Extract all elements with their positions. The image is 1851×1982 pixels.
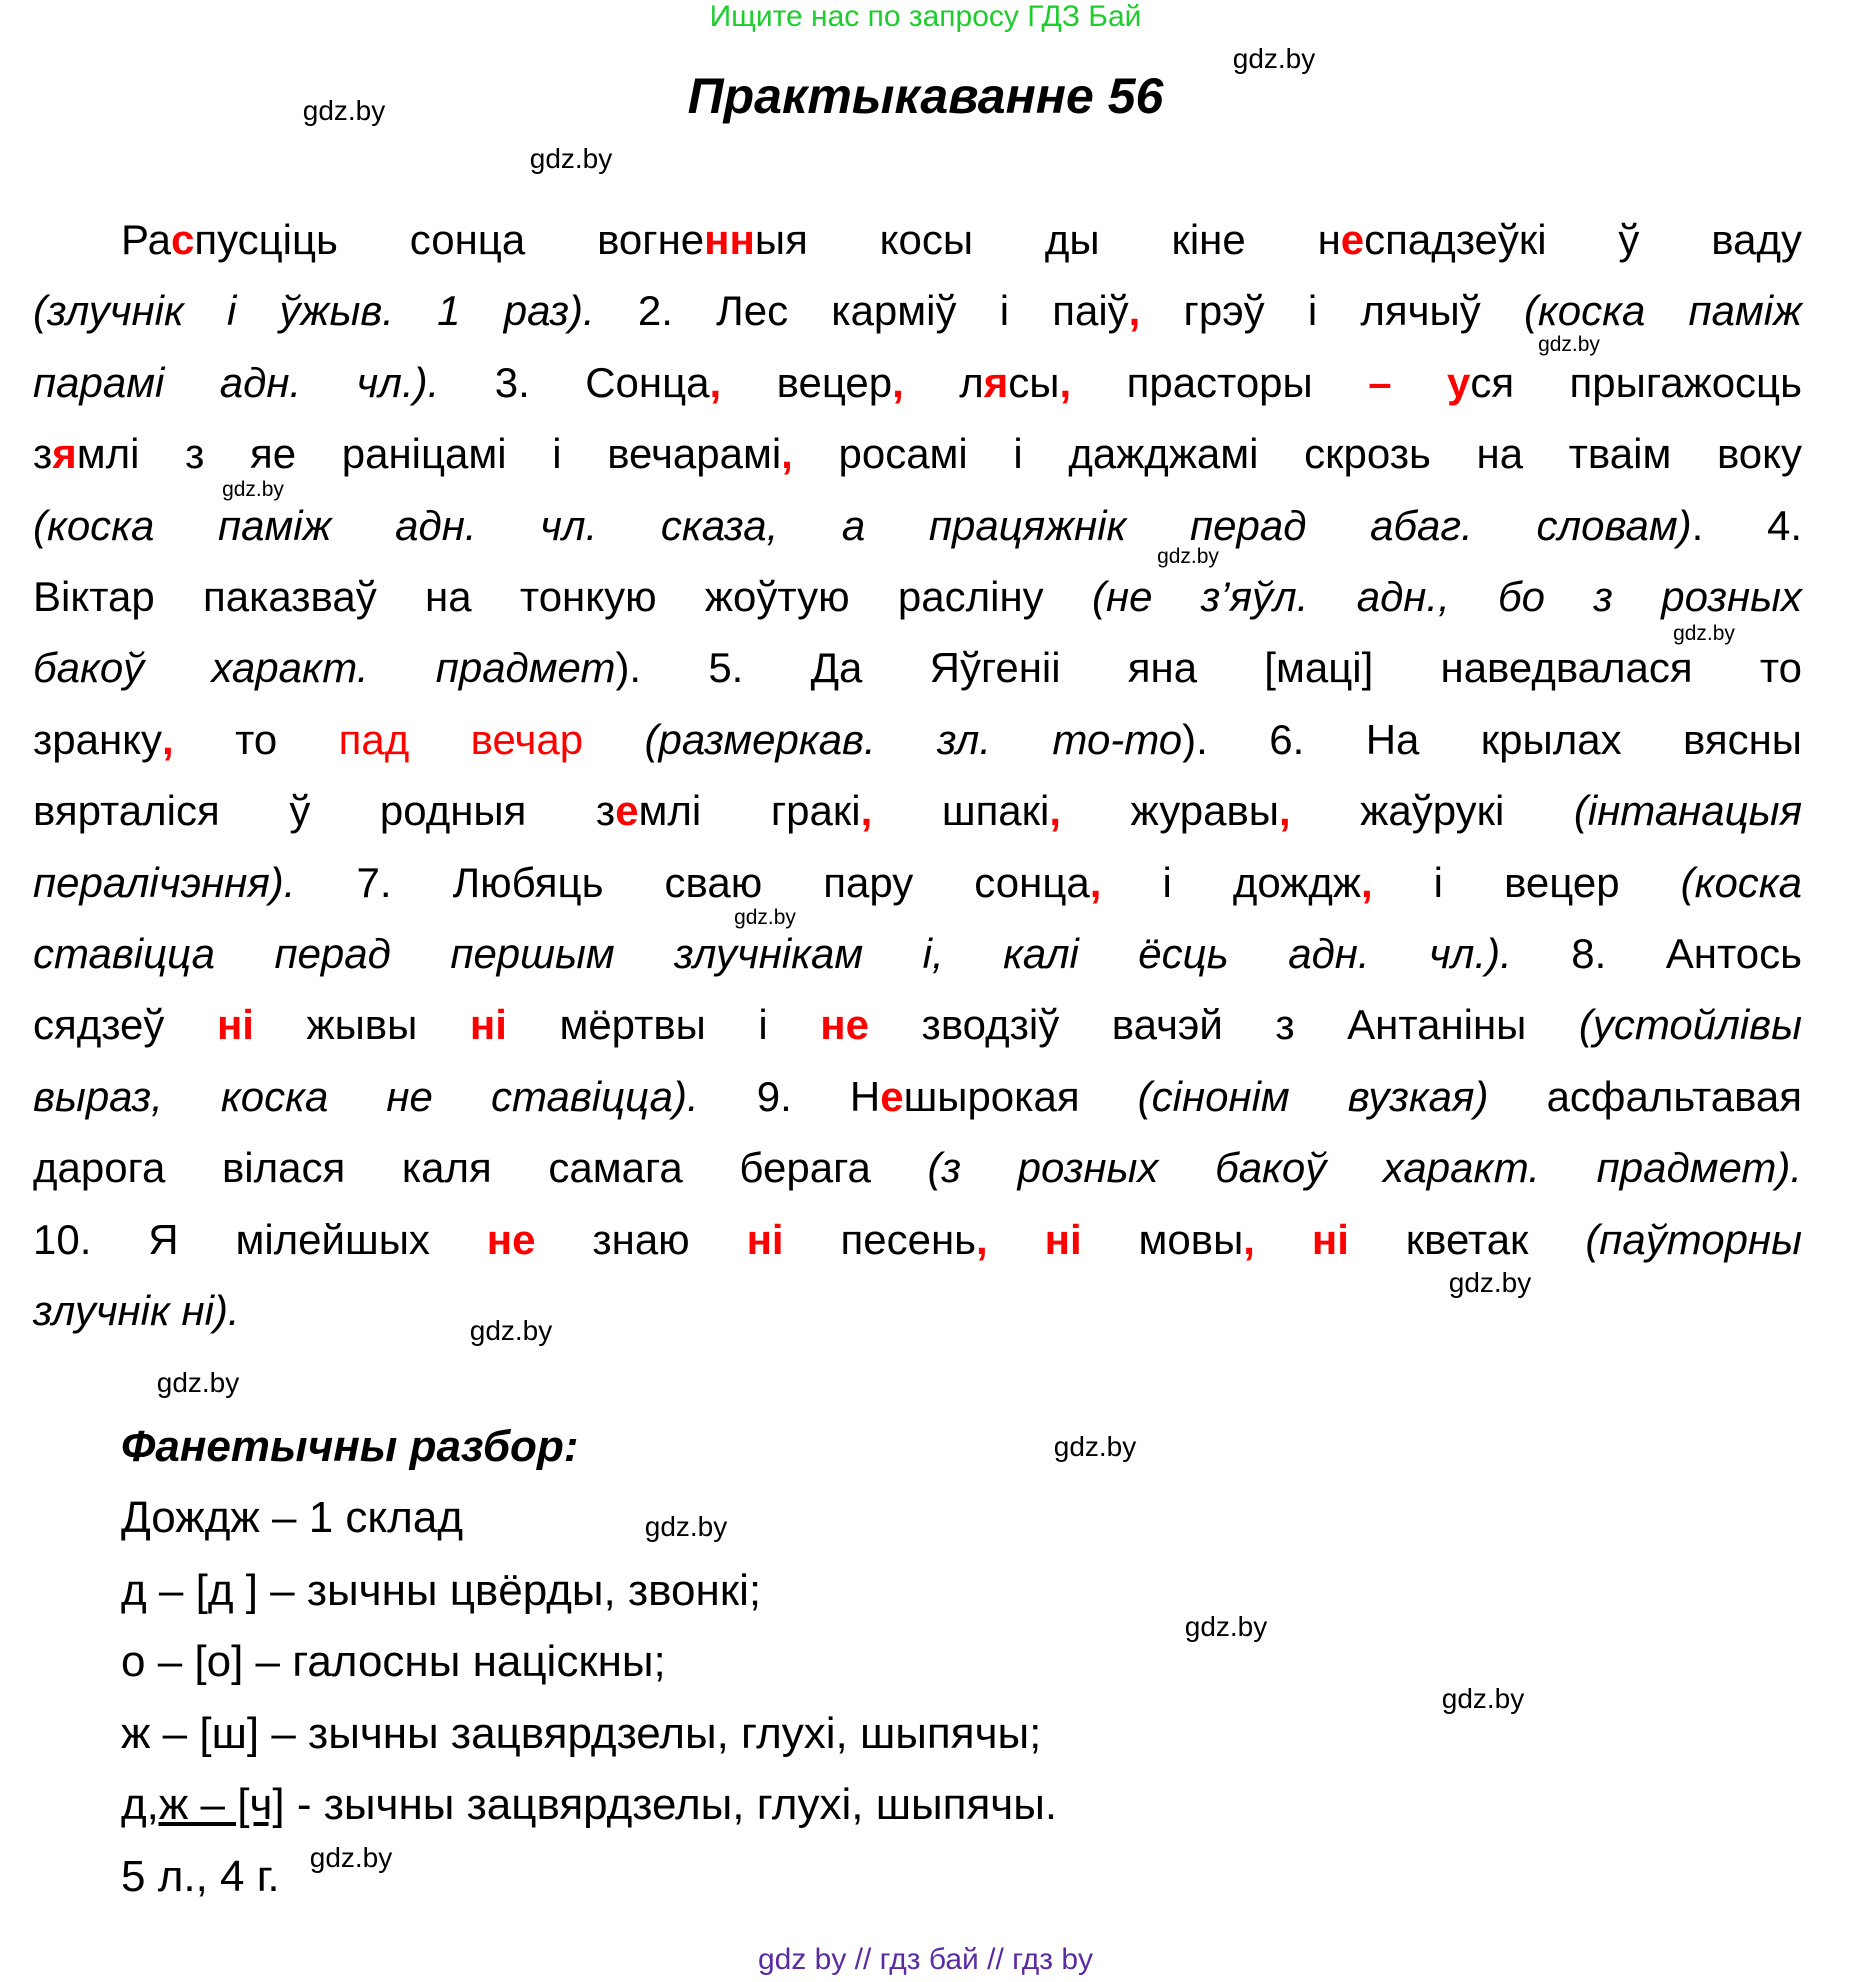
text-line	[33, 704, 1802, 776]
phonetic-row	[121, 1698, 1041, 1770]
text-run	[988, 1216, 1045, 1263]
text-run: прасторы	[1071, 359, 1369, 406]
watermark: gdz.by	[644, 1511, 728, 1542]
highlight-run: не	[820, 1001, 870, 1048]
text-run: зранку	[33, 716, 163, 763]
highlight-run: ,	[976, 1216, 988, 1263]
highlight-run: ні	[1311, 1216, 1349, 1263]
watermark: gdz.by	[1441, 1683, 1525, 1714]
comment-run: (устойлівы	[1578, 1001, 1802, 1048]
text-run: ). 6. На крылах вясны	[1182, 716, 1802, 763]
text-line	[33, 775, 1802, 847]
text-run: 9. Н	[698, 1073, 881, 1120]
text-run: спадзеўкі ў ваду	[1364, 216, 1802, 263]
watermark: gdz.by	[1232, 43, 1316, 74]
comment-run: (інтанацыя	[1573, 787, 1803, 834]
highlight-run: я	[52, 430, 77, 477]
search-banner: Ищите нас по запросу ГДЗ Бай	[709, 0, 1142, 33]
text-run: сядзеў	[33, 1001, 217, 1048]
watermark: gdz.by	[1448, 1267, 1532, 1298]
text-run: ыя косы ды кіне н	[754, 216, 1341, 263]
text-line	[33, 918, 1802, 990]
text-run: шпакі	[872, 787, 1050, 834]
text-run: шырокая	[903, 1073, 1138, 1120]
highlight-run: ,	[781, 430, 793, 477]
highlight-run: е	[615, 787, 639, 834]
text-run: мёртвы і	[506, 1001, 821, 1048]
highlight-run: ні	[469, 1001, 507, 1048]
text-run: кветак	[1348, 1216, 1586, 1263]
comment-run: (паўторны	[1585, 1216, 1803, 1263]
text-run: ). 5. Да Яўгеніі яна [маці] наведвалася то	[615, 644, 1802, 691]
comment-run: злучнік ні).	[33, 1287, 240, 1334]
text-line	[33, 418, 1802, 490]
text-run: млі з яе раніцамі і вечарамі	[76, 430, 782, 477]
text-line	[33, 1132, 1802, 1204]
watermark: gdz.by	[1538, 333, 1600, 356]
highlight-run: ні	[216, 1001, 254, 1048]
highlight-run: ,	[1278, 787, 1291, 834]
phonetic-word-line: Дождж – 1 склад	[121, 1493, 463, 1542]
highlight-run: ,	[892, 359, 904, 406]
comment-run: пералічэння).	[33, 859, 296, 906]
comment-run: выраз, коска не ставіцца).	[33, 1073, 699, 1120]
highlight-run: ,	[1360, 859, 1373, 906]
text-line	[33, 561, 1802, 633]
watermark: gdz.by	[1184, 1611, 1268, 1642]
phonetic-row-underlined: д,ж – [ч]	[121, 1780, 285, 1829]
text-run: то	[173, 716, 339, 763]
comment-run: (не з’яўл. адн., бо з розных	[1091, 573, 1802, 620]
highlight-run: – у	[1368, 359, 1471, 406]
text-run: зводзіў вачэй з Антаніны	[869, 1001, 1579, 1048]
watermark: gdz.by	[1053, 1431, 1137, 1462]
highlight-run: с	[170, 216, 195, 263]
text-run: мовы	[1081, 1216, 1244, 1263]
text-run: сы	[1008, 359, 1060, 406]
phonetic-row-text: ж – [ш] – зычны зацвярдзелы, глухі, шыпячы;	[121, 1709, 1042, 1758]
text-run: дарога вілася каля самага берага	[33, 1144, 928, 1191]
highlight-run: е	[1340, 216, 1365, 263]
comment-run: ставіцца перад першым злучнікам і, калі ёсць адн. чл.).	[33, 930, 1512, 977]
highlight-run: нн	[704, 216, 755, 263]
text-line	[33, 1204, 1802, 1276]
highlight-run: не	[486, 1216, 536, 1263]
comment-run: парамі адн. чл.).	[33, 359, 440, 406]
highlight-run: ні	[746, 1216, 784, 1263]
highlight-run: ,	[1243, 1216, 1255, 1263]
watermark: gdz.by	[156, 1367, 240, 1398]
watermark: gdz.by	[222, 478, 284, 501]
text-run: пусціць сонца вогне	[194, 216, 705, 263]
text-run: росамі і дажджамі скрозь на тваім воку	[792, 430, 1803, 477]
highlight-run: ,	[709, 359, 722, 406]
highlight-run: ,	[1128, 287, 1141, 334]
text-run: . 4.	[1691, 502, 1802, 549]
text-run: млі гракі	[638, 787, 861, 834]
phonetic-row-text: о – [о] – галосны націскны;	[121, 1637, 666, 1686]
comment-run: (коска паміж	[1523, 287, 1803, 334]
comment-run: бакоў характ. прадмет	[33, 644, 616, 691]
text-run: 2. Лес карміў і паіў	[594, 287, 1129, 334]
phonetic-row	[121, 1555, 761, 1627]
footer-links: gdz by // гдз бай // гдз by	[757, 1943, 1094, 1976]
text-run: ся прыгажосць	[1470, 359, 1802, 406]
watermark: gdz.by	[1157, 545, 1219, 568]
text-run: л	[903, 359, 984, 406]
text-line	[121, 204, 1802, 276]
phonetic-heading: Фанетычны разбор:	[121, 1422, 579, 1471]
text-run: жаўрукі	[1290, 787, 1574, 834]
text-line	[33, 275, 1802, 347]
text-run: вярталіся ў родныя з	[33, 787, 616, 834]
watermark: gdz.by	[1673, 622, 1735, 645]
watermark: gdz.by	[302, 95, 386, 126]
watermark: gdz.by	[529, 143, 613, 174]
page-title: Практыкаванне 56	[687, 68, 1164, 124]
phonetic-row-text: - зычны зацвярдзелы, глухі, шыпячы.	[284, 1780, 1058, 1829]
watermark: gdz.by	[309, 1842, 393, 1873]
text-line	[33, 847, 1802, 919]
phonetic-row-text: д – [д ] – зычны цвёрды, звонкі;	[121, 1566, 762, 1615]
text-line	[33, 989, 1802, 1061]
highlight-run: ,	[860, 787, 873, 834]
text-run: знаю	[535, 1216, 747, 1263]
text-run: песень	[783, 1216, 977, 1263]
text-line	[33, 632, 1802, 704]
watermark: gdz.by	[734, 906, 796, 929]
phonetic-row	[121, 1626, 666, 1698]
text-run: Віктар паказваў на тонкую жоўтую расліну	[33, 573, 1092, 620]
text-run: Ра	[121, 216, 171, 263]
comment-run: (размеркав. зл. то-то	[644, 716, 1183, 763]
text-line	[33, 490, 1802, 562]
text-line	[33, 1275, 1802, 1347]
text-run: журавы	[1061, 787, 1279, 834]
comment-run: (коска паміж адн. чл. сказа, а працяжнік перад абаг. словам)	[33, 502, 1692, 549]
text-run: і вецер	[1372, 859, 1681, 906]
text-run	[583, 716, 644, 763]
comment-run: (злучнік і ўжыв. 1 раз).	[33, 287, 595, 334]
text-run: 8. Антось	[1511, 930, 1802, 977]
text-run: 10. Я мілейшых	[33, 1216, 487, 1263]
text-run: з	[33, 430, 53, 477]
text-run: 7. Любяць сваю пару сонца	[295, 859, 1090, 906]
highlight-run: пад вечар	[338, 716, 584, 763]
comment-run: (з розных бакоў характ. прадмет).	[927, 1144, 1802, 1191]
highlight-run: ,	[1089, 859, 1102, 906]
text-line	[33, 1061, 1802, 1133]
highlight-run: ,	[1059, 359, 1072, 406]
highlight-run: ні	[1044, 1216, 1082, 1263]
phonetic-row	[121, 1769, 1057, 1841]
highlight-run: е	[880, 1073, 904, 1120]
watermark: gdz.by	[469, 1315, 553, 1346]
text-run: вецер	[721, 359, 893, 406]
highlight-run: я	[983, 359, 1009, 406]
text-line	[33, 347, 1802, 419]
comment-run: (коска	[1680, 859, 1802, 906]
highlight-run: ,	[1049, 787, 1062, 834]
text-run: і дождж	[1101, 859, 1361, 906]
text-run: 3. Сонца	[439, 359, 710, 406]
text-run: жывы	[253, 1001, 470, 1048]
text-run: асфальтавая	[1488, 1073, 1803, 1120]
text-run	[1255, 1216, 1312, 1263]
phonetic-summary: 5 л., 4 г.	[121, 1852, 280, 1901]
comment-run: (сінонім вузкая)	[1137, 1073, 1489, 1120]
text-run: грэў і лячыў	[1140, 287, 1524, 334]
highlight-run: ,	[162, 716, 174, 763]
